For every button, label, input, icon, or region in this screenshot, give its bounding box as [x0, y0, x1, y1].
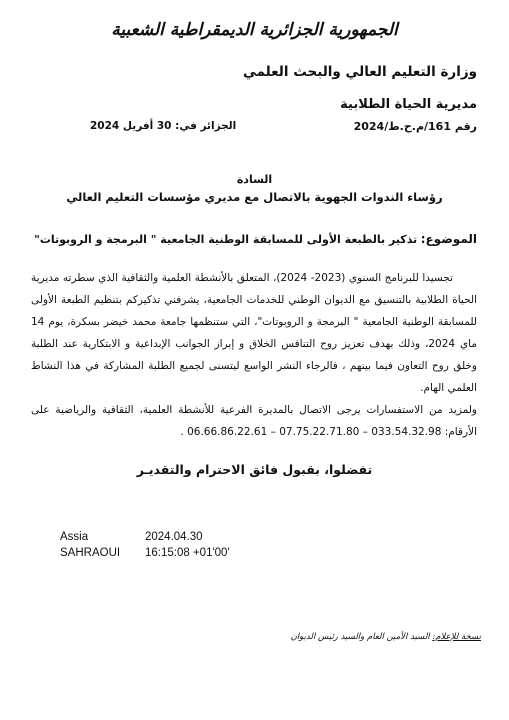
subject-label: الموضوع: [420, 232, 477, 246]
ministry-name: وزارة التعليم العالي والبحث العلمي [242, 64, 477, 80]
addressee-title: السادة [236, 173, 273, 186]
body-paragraph-1: تجسيدا للبرنامج السنوي (2023- 2024)، المتعلق بالأنشطة العلمية والثقافية الذي سطرته مديرية الحياة الطلابية بالتنسيق مع الديوان الوطني للخدمات الجامعية، يشرفني تذكيركم بتنظيم الطبعة الأولى للمسابقة الوطنية الجامعية " البرمجة و الروبوتات"، التي ستنظمها جامعة محمد خيضر بسكرة، يوم 14 ماي 2024، وذلك بهدف تعزيز روح التنافس الخلاق و إبراز الجوانب الإبداعية و الابتكارية عند الطلبة وخلق روح التعاون فيما بينهم ، فالرجاء النشر الواسع ليتسنى لجميع الطلبة المشاركة في هذا النشاط العلمي الهام. [31, 272, 478, 394]
subject-line [34, 232, 477, 246]
copy-notice-text: السيد الأمين العام والسيد رئيس الديوان [290, 632, 430, 642]
signature-first-name: Assia [60, 531, 89, 543]
letter-body [31, 267, 477, 443]
addressee-recipients: رؤساء الندوات الجهوية بالاتصال مع مديري مؤسسات التعليم العالي [66, 190, 443, 204]
signature-last-name: SAHRAOUI [60, 547, 121, 559]
signature-time: 16:15:08 +01'00' [145, 547, 230, 559]
subject-text: تذكير بالطبعة الأولى للمسابقة الوطنية الجامعية " البرمجة و الروبوتات" [34, 233, 418, 246]
directorate-name: مديرية الحياة الطلابية [340, 97, 477, 112]
signature-date: 2024.04.30 [145, 531, 203, 543]
closing-formula: تفضلوا، بقبول فائق الاحترام والتقديـر [136, 462, 373, 477]
reference-number: رقم 161/م.ح.ط/2024 [353, 120, 477, 133]
copy-notice [291, 632, 481, 642]
letter-date: الجزائر في: 30 أفريل 2024 [90, 120, 237, 132]
body-paragraph-2: ولمزيد من الاستفسارات يرجى الاتصال بالمديرة الفرعية للأنشطة العلمية، الثقافية والرياضية على الأرقام: 033.54.32.98 – 07.75.22.71.80 – 06.66.86.22.61 . [31, 404, 477, 438]
copy-notice-label: نسخة للإعلام: [432, 632, 481, 642]
republic-title: الجمهورية الجزائرية الديمقراطية الشعبية [111, 20, 398, 40]
